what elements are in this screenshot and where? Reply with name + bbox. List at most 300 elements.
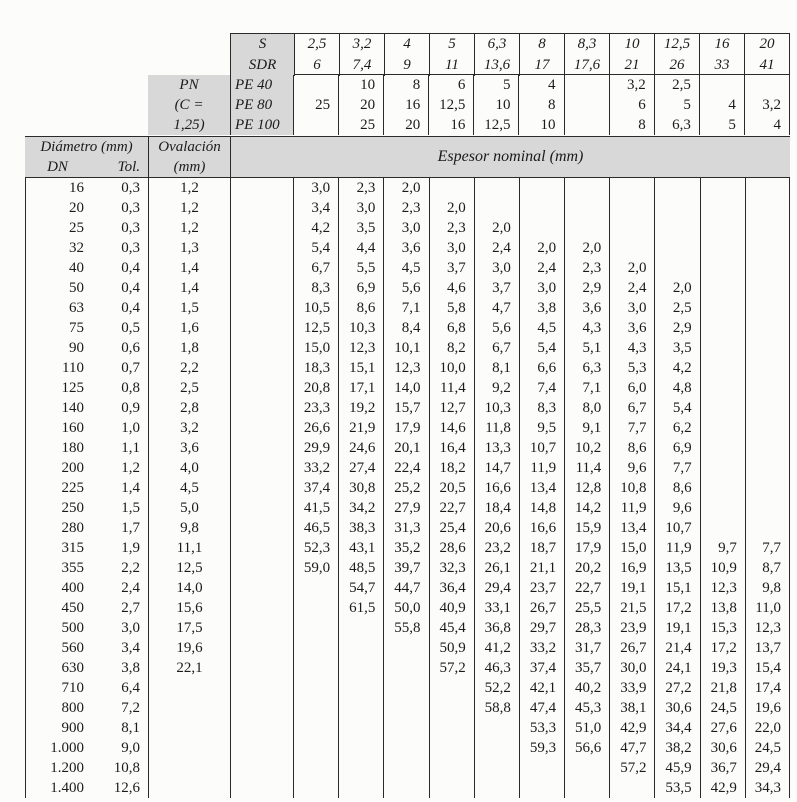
thickness-cell: 12,8 (564, 478, 609, 498)
dn-cell: 450 (25, 598, 90, 618)
thickness-cell: 56,6 (564, 738, 609, 758)
thickness-cell: 3,8 (519, 298, 564, 318)
thickness-cell: 42,9 (700, 778, 745, 798)
thickness-cell (609, 178, 654, 198)
thickness-cell: 50,0 (383, 598, 428, 618)
thickness-cell: 9,6 (609, 458, 654, 478)
thickness-cell (745, 418, 790, 438)
pn-value: 25 (338, 115, 383, 135)
thickness-cell (745, 298, 790, 318)
thickness-cell (609, 238, 654, 258)
thickness-cell: 5,4 (519, 338, 564, 358)
thickness-cell: 47,7 (609, 738, 654, 758)
oval-cell: 1,4 (148, 278, 230, 298)
spacer-cell (230, 458, 293, 478)
tol-cell: 0,3 (121, 220, 140, 236)
pn-value: 10 (518, 115, 563, 135)
s-value: 16 (699, 34, 744, 55)
oval-cell: 9,8 (148, 518, 230, 538)
thickness-cell: 3,0 (293, 178, 338, 198)
dn-cell: 1.400 (25, 778, 90, 798)
thickness-cell: 8,0 (564, 398, 609, 418)
sdr-value: 17,6 (564, 55, 609, 76)
thickness-cell: 53,3 (519, 718, 564, 738)
thickness-cell: 15,9 (564, 518, 609, 538)
sdr-value: 17 (519, 55, 564, 76)
thickness-cell: 3,6 (564, 298, 609, 318)
thickness-cell: 5,8 (429, 298, 474, 318)
tol-cell: 0,4 (121, 260, 140, 276)
s-value: 2,5 (294, 34, 339, 55)
thickness-cell: 5,4 (293, 238, 338, 258)
thickness-cell: 2,4 (609, 278, 654, 298)
thickness-cell (338, 758, 383, 778)
thickness-cell: 10,3 (338, 318, 383, 338)
thickness-cell (609, 218, 654, 238)
thickness-cell (745, 498, 790, 518)
thickness-cell: 27,2 (654, 678, 699, 698)
thickness-cell: 21,9 (338, 418, 383, 438)
thickness-cell: 45,9 (654, 758, 699, 778)
thickness-cell: 30,8 (338, 478, 383, 498)
thickness-cell (383, 638, 428, 658)
thickness-cell: 11,9 (654, 538, 699, 558)
tol-cell: 1,7 (121, 520, 140, 536)
thickness-cell (293, 638, 338, 658)
sdr-value: 26 (654, 55, 699, 76)
thickness-cell: 10,7 (519, 438, 564, 458)
thickness-cell (474, 198, 519, 218)
spacer-cell (230, 298, 293, 318)
spacer-cell (230, 318, 293, 338)
pe-label: PE 80 (235, 97, 273, 113)
thickness-cell (338, 618, 383, 638)
thickness-cell: 29,4 (745, 758, 790, 778)
thickness-cell: 3,0 (519, 278, 564, 298)
oval-cell: 3,6 (148, 438, 230, 458)
spacer-cell (230, 478, 293, 498)
thickness-cell: 33,9 (609, 678, 654, 698)
pn-value (699, 75, 744, 95)
thickness-cell: 17,9 (383, 418, 428, 438)
thickness-cell: 33,2 (519, 638, 564, 658)
thickness-cell (383, 778, 428, 798)
thickness-cell: 11,4 (564, 458, 609, 478)
thickness-cell: 22,7 (429, 498, 474, 518)
oval-cell: 1,8 (148, 338, 230, 358)
pn-value: 5 (473, 75, 518, 95)
thickness-cell: 4,3 (564, 318, 609, 338)
thickness-cell: 37,4 (519, 658, 564, 678)
spacer-cell (230, 558, 293, 578)
thickness-cell: 8,3 (293, 278, 338, 298)
thickness-cell (745, 358, 790, 378)
thickness-cell: 34,3 (745, 778, 790, 798)
tol-cell: 10,8 (113, 760, 140, 776)
spacer-cell (230, 178, 293, 198)
pn-values-grid (293, 75, 790, 135)
thickness-cell: 2,0 (429, 198, 474, 218)
thickness-cell: 23,3 (293, 398, 338, 418)
tol-cell: 1,1 (121, 440, 140, 456)
thickness-cell: 2,4 (519, 258, 564, 278)
thickness-cell: 10,2 (564, 438, 609, 458)
s-label: S (231, 34, 294, 55)
tol-column-header: Tol. (90, 157, 148, 177)
thickness-cell: 4,6 (429, 278, 474, 298)
thickness-cell: 33,2 (293, 458, 338, 478)
thickness-cell (745, 378, 790, 398)
tol-cell: 3,0 (121, 620, 140, 636)
thickness-cell: 11,9 (519, 458, 564, 478)
thickness-cell: 59,0 (293, 558, 338, 578)
s-value: 5 (429, 34, 474, 55)
thickness-cell (474, 738, 519, 758)
thickness-cell: 8,2 (429, 338, 474, 358)
thickness-cell: 10,3 (474, 398, 519, 418)
thickness-cell: 3,5 (654, 338, 699, 358)
dn-cell: 90 (25, 338, 90, 358)
thickness-cell (654, 178, 699, 198)
thickness-cell: 27,6 (700, 718, 745, 738)
thickness-cell (745, 518, 790, 538)
thickness-cell (745, 398, 790, 418)
thickness-cell: 3,0 (474, 258, 519, 278)
thickness-cell (519, 758, 564, 778)
thickness-cell: 17,2 (700, 638, 745, 658)
thickness-cell: 23,7 (519, 578, 564, 598)
tol-cell: 0,6 (121, 340, 140, 356)
thickness-cell: 18,3 (293, 358, 338, 378)
oval-cell: 19,6 (148, 638, 230, 658)
thickness-cell: 2,0 (564, 238, 609, 258)
thickness-cell: 2,0 (609, 258, 654, 278)
thickness-cell (429, 178, 474, 198)
oval-cell: 1,5 (148, 298, 230, 318)
oval-cell: 4,0 (148, 458, 230, 478)
dn-cell: 225 (25, 478, 90, 498)
thickness-cell: 19,2 (338, 398, 383, 418)
thickness-cell: 10,0 (429, 358, 474, 378)
oval-cell: 22,1 (148, 658, 230, 678)
thickness-cell: 6,0 (609, 378, 654, 398)
oval-cell: 1,6 (148, 318, 230, 338)
s-value: 6,3 (474, 34, 519, 55)
spacer-cell (230, 238, 293, 258)
thickness-cell: 2,9 (564, 278, 609, 298)
thickness-cell: 26,1 (474, 558, 519, 578)
tol-cell: 0,3 (121, 240, 140, 256)
thickness-cell: 18,4 (474, 498, 519, 518)
thickness-cell: 24,5 (745, 738, 790, 758)
thickness-cell: 13,7 (745, 638, 790, 658)
thickness-cell: 46,5 (293, 518, 338, 538)
thickness-cell: 52,3 (293, 538, 338, 558)
thickness-cell: 22,7 (564, 578, 609, 598)
thickness-cell: 45,4 (429, 618, 474, 638)
thickness-cell (745, 318, 790, 338)
thickness-cell (745, 478, 790, 498)
thickness-cell: 14,8 (519, 498, 564, 518)
thickness-cell: 4,4 (338, 238, 383, 258)
pn-value: 16 (383, 95, 428, 115)
oval-cell (148, 678, 230, 698)
thickness-cell: 57,2 (609, 758, 654, 778)
thickness-cell: 3,6 (383, 238, 428, 258)
dn-cell: 315 (25, 538, 90, 558)
oval-cell: 1,2 (148, 198, 230, 218)
tol-cell: 6,4 (121, 680, 140, 696)
thickness-cell (293, 718, 338, 738)
thickness-cell: 7,7 (745, 538, 790, 558)
ovalacion-header-line2: (mm) (173, 159, 206, 175)
spacer-cell (230, 498, 293, 518)
pn-value: 16 (428, 115, 473, 135)
spacer-cell (230, 658, 293, 678)
thickness-cell: 19,1 (654, 618, 699, 638)
pn-value: 20 (338, 95, 383, 115)
dn-cell: 75 (25, 318, 90, 338)
oval-cell: 17,5 (148, 618, 230, 638)
thickness-cell (700, 338, 745, 358)
thickness-cell: 44,7 (383, 578, 428, 598)
thickness-cell: 3,0 (609, 298, 654, 318)
thickness-cell: 19,1 (609, 578, 654, 598)
thickness-cell (564, 778, 609, 798)
thickness-cell: 15,0 (293, 338, 338, 358)
dn-cell: 500 (25, 618, 90, 638)
thickness-cell: 2,9 (654, 318, 699, 338)
thickness-cell: 54,7 (338, 578, 383, 598)
thickness-cell (429, 718, 474, 738)
ovalacion-header (148, 137, 230, 177)
pn-value (744, 75, 789, 95)
thickness-cell (519, 778, 564, 798)
espesor-nominal-header: Espesor nominal (mm) (230, 137, 790, 177)
thickness-cell: 4,2 (654, 358, 699, 378)
thickness-cell: 45,3 (564, 698, 609, 718)
thickness-cell: 42,9 (609, 718, 654, 738)
sdr-label: SDR (231, 55, 294, 76)
thickness-cell: 36,8 (474, 618, 519, 638)
thickness-cell (429, 758, 474, 778)
pn-value: 20 (383, 115, 428, 135)
thickness-cell (474, 178, 519, 198)
thickness-cell (745, 238, 790, 258)
thickness-cell (700, 278, 745, 298)
thickness-cell: 40,2 (564, 678, 609, 698)
thickness-cell (383, 678, 428, 698)
thickness-cell: 32,3 (429, 558, 474, 578)
oval-cell: 1,2 (148, 218, 230, 238)
thickness-cell: 16,4 (429, 438, 474, 458)
thickness-cell (745, 218, 790, 238)
thickness-cell: 3,0 (429, 238, 474, 258)
thickness-cell (429, 678, 474, 698)
thickness-cell (745, 278, 790, 298)
thickness-cell: 6,7 (293, 258, 338, 278)
thickness-cell: 17,2 (654, 598, 699, 618)
thickness-cell: 16,9 (609, 558, 654, 578)
thickness-cell: 2,0 (654, 278, 699, 298)
thickness-cell: 27,9 (383, 498, 428, 518)
thickness-cell (293, 698, 338, 718)
tol-cell: 1,0 (121, 420, 140, 436)
spacer-cell (230, 718, 293, 738)
thickness-cell: 2,5 (654, 298, 699, 318)
pn-value: 8 (609, 115, 654, 135)
thickness-cell: 30,6 (654, 698, 699, 718)
thickness-cell: 2,0 (519, 238, 564, 258)
thickness-cell (293, 658, 338, 678)
pn-value: 5 (654, 95, 699, 115)
thickness-cell: 53,5 (654, 778, 699, 798)
thickness-cell: 6,7 (609, 398, 654, 418)
thickness-cell (564, 198, 609, 218)
thickness-cell (700, 518, 745, 538)
oval-cell: 2,2 (148, 358, 230, 378)
thickness-cell: 50,9 (429, 638, 474, 658)
s-value: 12,5 (654, 34, 699, 55)
thickness-cell: 58,8 (474, 698, 519, 718)
thickness-cell (700, 378, 745, 398)
dn-cell: 900 (25, 718, 90, 738)
thickness-cell: 9,7 (700, 538, 745, 558)
spacer-cell (230, 198, 293, 218)
pe-material-labels (230, 75, 293, 135)
thickness-cell (564, 178, 609, 198)
thickness-cell: 42,1 (519, 678, 564, 698)
thickness-cell: 13,4 (519, 478, 564, 498)
thickness-cell: 9,5 (519, 418, 564, 438)
thickness-cell (700, 198, 745, 218)
dn-cell: 25 (25, 218, 90, 238)
thickness-cell: 51,0 (564, 718, 609, 738)
pn-value: 2,5 (654, 75, 699, 95)
thickness-cell: 5,5 (338, 258, 383, 278)
thickness-cell: 12,5 (293, 318, 338, 338)
tol-cell: 0,3 (121, 200, 140, 216)
thickness-cell (383, 738, 428, 758)
thickness-cell (293, 578, 338, 598)
tol-cell: 2,4 (121, 580, 140, 596)
thickness-cell: 34,2 (338, 498, 383, 518)
thickness-cell: 29,4 (474, 578, 519, 598)
pn-value: 4 (699, 95, 744, 115)
thickness-cell: 4,5 (519, 318, 564, 338)
thickness-cell (745, 258, 790, 278)
thickness-cell: 15,0 (609, 538, 654, 558)
tol-cell: 9,0 (121, 740, 140, 756)
thickness-cell (700, 238, 745, 258)
thickness-cell (474, 778, 519, 798)
dn-cell: 16 (25, 178, 90, 198)
spacer-cell (230, 438, 293, 458)
pe-label: PE 100 (235, 117, 280, 133)
thickness-cell (383, 658, 428, 678)
thickness-cell (700, 478, 745, 498)
thickness-cell: 24,5 (700, 698, 745, 718)
thickness-cell: 13,4 (609, 518, 654, 538)
thickness-cell (609, 778, 654, 798)
thickness-cell: 9,2 (474, 378, 519, 398)
thickness-cell: 5,6 (383, 278, 428, 298)
s-value: 8 (519, 34, 564, 55)
thickness-cell: 52,2 (474, 678, 519, 698)
pn-value (293, 115, 338, 135)
thickness-cell: 4,3 (609, 338, 654, 358)
thickness-cell: 15,4 (745, 658, 790, 678)
thickness-cell: 26,7 (519, 598, 564, 618)
thickness-cell: 13,3 (474, 438, 519, 458)
tol-cell: 0,4 (121, 300, 140, 316)
thickness-cell: 3,4 (293, 198, 338, 218)
thickness-cell: 15,1 (338, 358, 383, 378)
thickness-cell (293, 738, 338, 758)
thickness-cell (745, 178, 790, 198)
oval-cell: 1,4 (148, 258, 230, 278)
pe-label: PE 40 (235, 77, 273, 93)
sdr-value: 9 (384, 55, 429, 76)
thickness-cell: 6,3 (564, 358, 609, 378)
thickness-cell: 14,6 (429, 418, 474, 438)
tol-cell: 1,9 (121, 540, 140, 556)
thickness-cell: 19,3 (700, 658, 745, 678)
dn-cell: 355 (25, 558, 90, 578)
thickness-cell: 10,9 (700, 558, 745, 578)
thickness-cell: 12,3 (383, 358, 428, 378)
thickness-cell (519, 198, 564, 218)
thickness-cell: 6,2 (654, 418, 699, 438)
sdr-value: 21 (609, 55, 654, 76)
thickness-cell: 3,5 (338, 218, 383, 238)
oval-cell (148, 758, 230, 778)
pn-label-line2: (C = (174, 97, 204, 113)
dn-cell: 800 (25, 698, 90, 718)
thickness-cell: 6,7 (474, 338, 519, 358)
dn-cell: 180 (25, 438, 90, 458)
thickness-cell (474, 718, 519, 738)
spacer-cell (230, 378, 293, 398)
thickness-cell: 21,1 (519, 558, 564, 578)
thickness-cell: 10,5 (293, 298, 338, 318)
spacer-cell (230, 758, 293, 778)
pn-value: 3,2 (744, 95, 789, 115)
thickness-cell (383, 718, 428, 738)
thickness-cell: 17,9 (564, 538, 609, 558)
pn-value: 10 (338, 75, 383, 95)
thickness-cell (338, 678, 383, 698)
pn-value: 12,5 (473, 115, 518, 135)
oval-cell (148, 718, 230, 738)
thickness-cell: 8,4 (383, 318, 428, 338)
tol-cell: 1,2 (121, 460, 140, 476)
diametro-header: Diámetro (mm) (25, 137, 148, 157)
thickness-cell: 30,0 (609, 658, 654, 678)
thickness-cell: 5,1 (564, 338, 609, 358)
dn-cell: 1.200 (25, 758, 90, 778)
thickness-cell (745, 338, 790, 358)
pn-value: 25 (293, 95, 338, 115)
pn-value (564, 95, 609, 115)
pn-value (564, 75, 609, 95)
thickness-cell: 4,5 (383, 258, 428, 278)
thickness-cell: 9,6 (654, 498, 699, 518)
sdr-value: 11 (429, 55, 474, 76)
thickness-cell: 13,8 (700, 598, 745, 618)
thickness-cell: 23,9 (609, 618, 654, 638)
tol-cell: 0,5 (121, 320, 140, 336)
